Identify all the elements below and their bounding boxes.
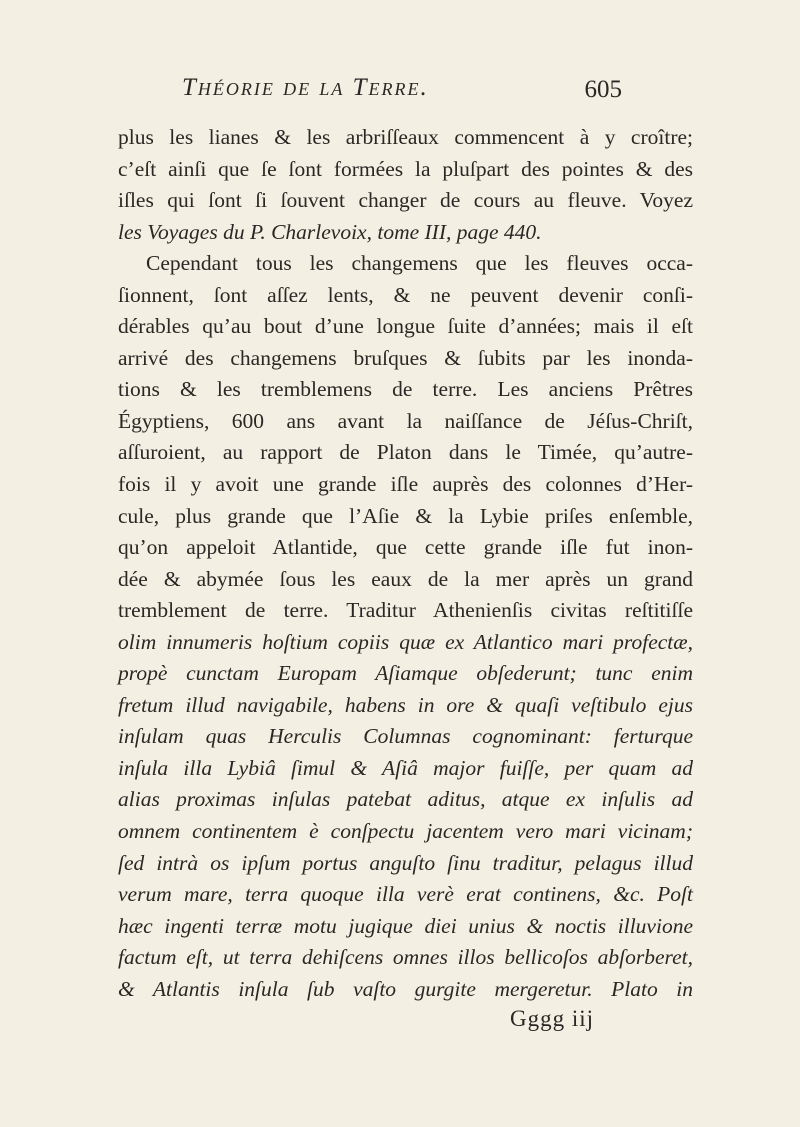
text-line: aſſuroient, au rapport de Platon dans le Timée, qu’autre- [118, 440, 693, 465]
text-line: & Atlantis inſula ſub vaſto gurgite mergeretur. Plato in [118, 976, 693, 1001]
text-line: omnem continentem è conſpectu jacentem vero mari vicinam; [118, 819, 693, 844]
text-line: factum eſt, ut terra dehiſcens omnes illos bellicoſos abſorberet, [118, 945, 693, 970]
text-line: alias proximas inſulas patebat aditus, atque ex inſulis ad [118, 787, 693, 812]
page-number: 605 [584, 76, 622, 103]
text-line: Cependant tous les changemens que les fleuves occa- [146, 251, 693, 276]
text-line: arrivé des changemens bruſques & ſubits par les inonda- [118, 345, 693, 370]
text-line: Égyptiens, 600 ans avant la naiſſance de Jéſus-Chriſt, [118, 408, 693, 433]
text-line: les Voyages du P. Charlevoix, tome III, page 440. [118, 219, 542, 244]
text-line: fretum illud navigabile, habens in ore & quaſi veſtibulo ejus [118, 692, 693, 717]
text-line: ſed intrà os ipſum portus anguſto ſinu traditur, pelagus illud [118, 850, 693, 875]
text-line: ſionnent, ſont aſſez lents, & ne peuvent devenir conſi- [118, 282, 693, 307]
body-text [118, 122, 693, 1005]
text-line: olim innumeris hoſtium copiis quæ ex Atlantico mari profectæ, [118, 629, 693, 654]
text-line: cule, plus grande que l’Aſie & la Lybie priſes enſemble, [118, 503, 693, 528]
text-line: verum mare, terra quoque illa verè erat continens, &c. Poſt [118, 882, 693, 907]
text-line: iſles qui ſont ſi ſouvent changer de cours au fleuve. Voyez [118, 188, 693, 213]
text-line: dérables qu’au bout d’une longue ſuite d’années; mais il eſt [118, 314, 693, 339]
text-line: plus les lianes & les arbriſſeaux commencent à y croître; [118, 125, 693, 149]
text-line: c’eſt ainſi que ſe ſont formées la pluſpart des pointes & des [118, 156, 693, 181]
text-line: propè cunctam Europam Aſiamque obſederunt; tunc enim [118, 661, 693, 686]
signature-mark: Gggg iij [510, 1006, 595, 1031]
page-header [182, 74, 622, 114]
text-line: tremblement de terre. Traditur Athenienſis civitas reſtitiſſe [118, 598, 693, 623]
text-line: dée & abymée ſous les eaux de la mer après un grand [118, 566, 693, 591]
text-line: qu’on appeloit Atlantide, que cette grande iſle fut inon- [118, 535, 693, 560]
text-line: tions & les tremblemens de terre. Les anciens Prêtres [118, 377, 693, 402]
running-title: Théorie de la Terre. [182, 74, 429, 101]
text-line: inſulam quas Herculis Columnas cognominant: ferturque [118, 724, 693, 749]
text-line: inſula illa Lybiâ ſimul & Aſiâ major fuiſſe, per quam ad [118, 755, 693, 780]
text-line: fois il y avoit une grande iſle auprès des colonnes d’Her- [118, 472, 693, 497]
text-line: hæc ingenti terræ motu jugique diei unius & noctis illuvione [118, 913, 693, 938]
